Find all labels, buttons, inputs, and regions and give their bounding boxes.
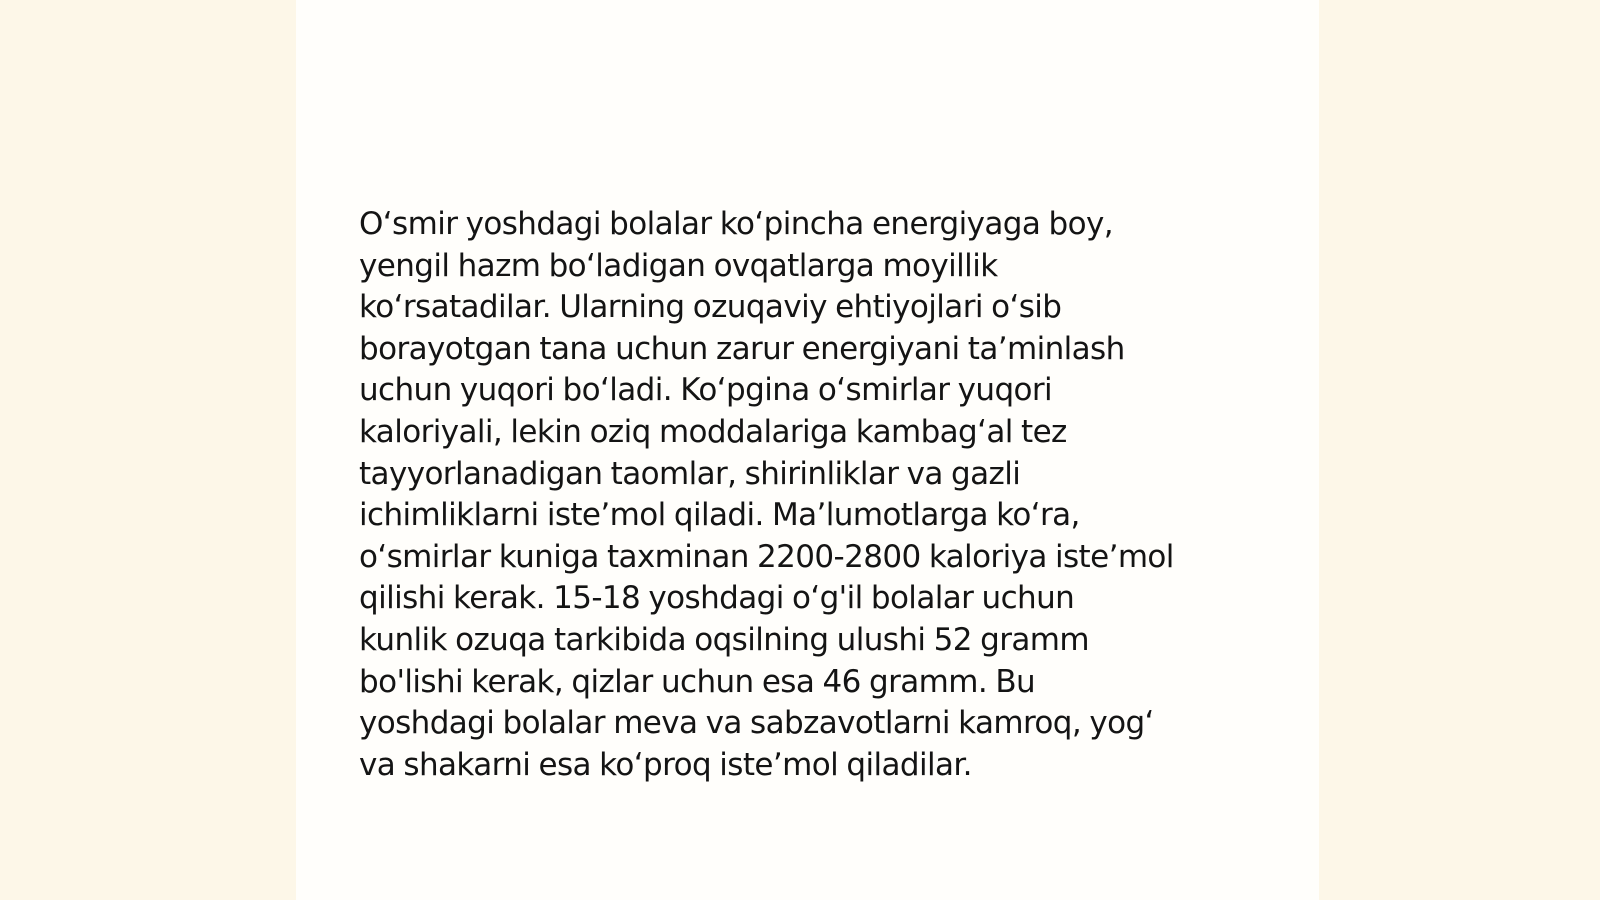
text-line-5: uchun yuqori bo‘ladi. Ko‘pgina o‘smirlar yuqori: [359, 372, 1053, 409]
text-line-12: bo'lishi kerak, qizlar uchun esa 46 gramm. Bu: [359, 663, 1036, 700]
text-line-7: tayyorlanadigan taomlar, shirinliklar va gazli: [359, 455, 1021, 492]
slide-panel: [296, 0, 1319, 900]
text-line-8: ichimliklarni iste’mol qiladi. Ma’lumotlarga ko‘ra,: [359, 497, 1080, 534]
text-line-3: ko‘rsatadilar. Ularning ozuqaviy ehtiyojlari o‘sib: [359, 289, 1062, 326]
text-line-10: qilishi kerak. 15-18 yoshdagi o‘g'il bolalar uchun: [359, 580, 1075, 617]
text-line-2: yengil hazm bo‘ladigan ovqatlarga moyillik: [359, 247, 998, 284]
text-line-6: kaloriyali, lekin oziq moddalariga kambag‘al tez: [359, 413, 1067, 450]
text-line-9: o‘smirlar kuniga taxminan 2200-2800 kaloriya iste’mol: [359, 538, 1174, 575]
text-line-14: va shakarni esa ko‘proq iste’mol qiladilar.: [359, 746, 972, 783]
text-line-11: kunlik ozuqa tarkibida oqsilning ulushi 52 gramm: [359, 621, 1089, 658]
text-line-1: O‘smir yoshdagi bolalar ko‘pincha energiyaga boy,: [359, 206, 1113, 242]
body-paragraph: [359, 204, 1259, 786]
text-line-4: borayotgan tana uchun zarur energiyani ta’minlash: [359, 330, 1125, 367]
text-line-13: yoshdagi bolalar meva va sabzavotlarni kamroq, yog‘: [359, 705, 1154, 742]
